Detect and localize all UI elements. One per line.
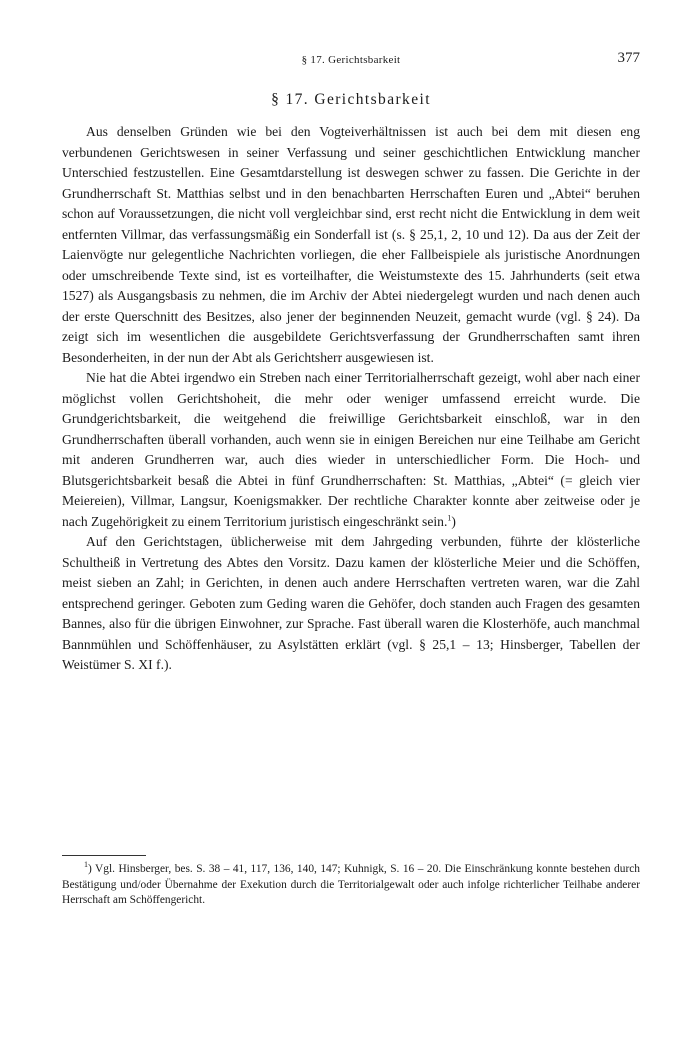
running-head	[62, 50, 640, 72]
footnotes	[62, 862, 640, 909]
body-text	[62, 122, 640, 676]
footnote-reference[interactable]: 1	[447, 512, 452, 522]
page-number: 377	[617, 50, 640, 66]
footnote-1	[62, 862, 640, 909]
footnote-text: ) Vgl. Hinsberger, bes. S. 38 – 41, 117, 136, 140, 147; Kuhnigk, S. 16 – 20. Die Einschränkung konnte bestehen durch Bestätigung und/oder Übernahme der Exekution durch die Territorialgewalt oder auch infolge richterlicher Teilhabe anderer Herrschaft am Schöffengericht.	[62, 863, 640, 907]
footnote-marker: 1	[84, 860, 88, 870]
paragraph-2	[62, 368, 640, 532]
paragraph-1-text: Aus denselben Gründen wie bei den Vogteiverhältnissen ist auch bei dem mit diesen eng verbundenen Gerichtswesen in seiner Verfassung und seiner geschichtlichen Entwicklung mancher Unterschied festzustellen. Eine Gesamtdarstellung ist deswegen schwer zu fassen. Die Gerichte in der Grundherrschaft St. Matthias selbst und in den benachbarten Herrschaften Euren und „Abtei“ beruhen schon auf Voraussetzungen, die nicht voll vergleichbar sind, erst recht nicht die Entwicklung in dem weit entfernten Villmar, das verfassungsmäßig ein Sonderfall ist (s. § 25,1, 2, 10 und 12). Da aus der Zeit der Laienvögte nur gelegentliche Nachrichten vorliegen, die eher Fallbeispiele als juristische Anordnungen oder umschreibende Texte sind, ist es vorteilhafter, die Weistumstexte des 15. Jahrhunderts (seit etwa 1527) als Ausgangsbasis zu nehmen, die im Archiv der Abtei niedergelegt wurden und nach denen auch der erste Querschnitt des Besitzes, also jener der beginnenden Neuzeit, gemacht wurde (vgl. § 24). Da zeigt sich im wesentlichen die ausgebildete Gerichtsverfassung der Grundherrschaften samt ihren Besonderheiten, in der nun der Abt als Gerichtsherr ausgewiesen ist.	[62, 124, 640, 365]
section-heading: § 17. Gerichtsbarkeit	[271, 91, 431, 108]
paragraph-2-text: Nie hat die Abtei irgendwo ein Streben nach einer Territorialherrschaft gezeigt, wohl aber nach einer möglichst vollen Gerichtshoheit, die mehr oder weniger umfassend erreicht wurde. Die Grundgerichtsbarkeit, die weitgehend die freiwillige Gerichtsbarkeit einschloß, war in den Grundherrschaften überall vorhanden, auch wenn sie in einigen Bereichen nur eine Teilhabe am Gericht mit anderen Grundherren war, auch dies wieder in unterschiedlicher Form. Die Hoch- und Blutsgerichtsbarkeit besaß die Abtei in fünf Grundherrschaften: St. Matthias, „Abtei“ (= gleich vier Meiereien), Villmar, Langsur, Koenigsmakker. Der rechtliche Charakter konnte aber zeitweise oder je nach Zugehörigkeit zu einem Territorium juristisch eingeschränkt sein.	[62, 370, 640, 529]
paragraph-3	[62, 532, 640, 676]
paragraph-1	[62, 122, 640, 368]
footnote-reference-paren: )	[451, 513, 456, 529]
running-title: § 17. Gerichtsbarkeit	[301, 54, 401, 66]
footnote-divider	[62, 855, 146, 856]
paragraph-3-text: Auf den Gerichtstagen, üblicherweise mit dem Jahrgeding verbunden, führte der klösterliche Schultheiß in Vertretung des Abtes den Vorsitz. Dazu kamen der klösterliche Meier und die Schöffen, meist sieben an Zahl; in Gerichten, in denen auch andere Herrschaften vertreten waren, war die Zahl entsprechend geringer. Geboten zum Geding waren die Gehöfer, doch standen auch Fragen des gesamten Bannes, also für die übrigen Einwohner, zur Sprache. Fast überall waren die Klosterhöfe, auch manchmal Bannmühlen und Schöffenhäuser, zu Asylstätten erklärt (vgl. § 25,1 – 13; Hinsberger, Tabellen der Weistümer S. XI f.).	[62, 534, 640, 672]
